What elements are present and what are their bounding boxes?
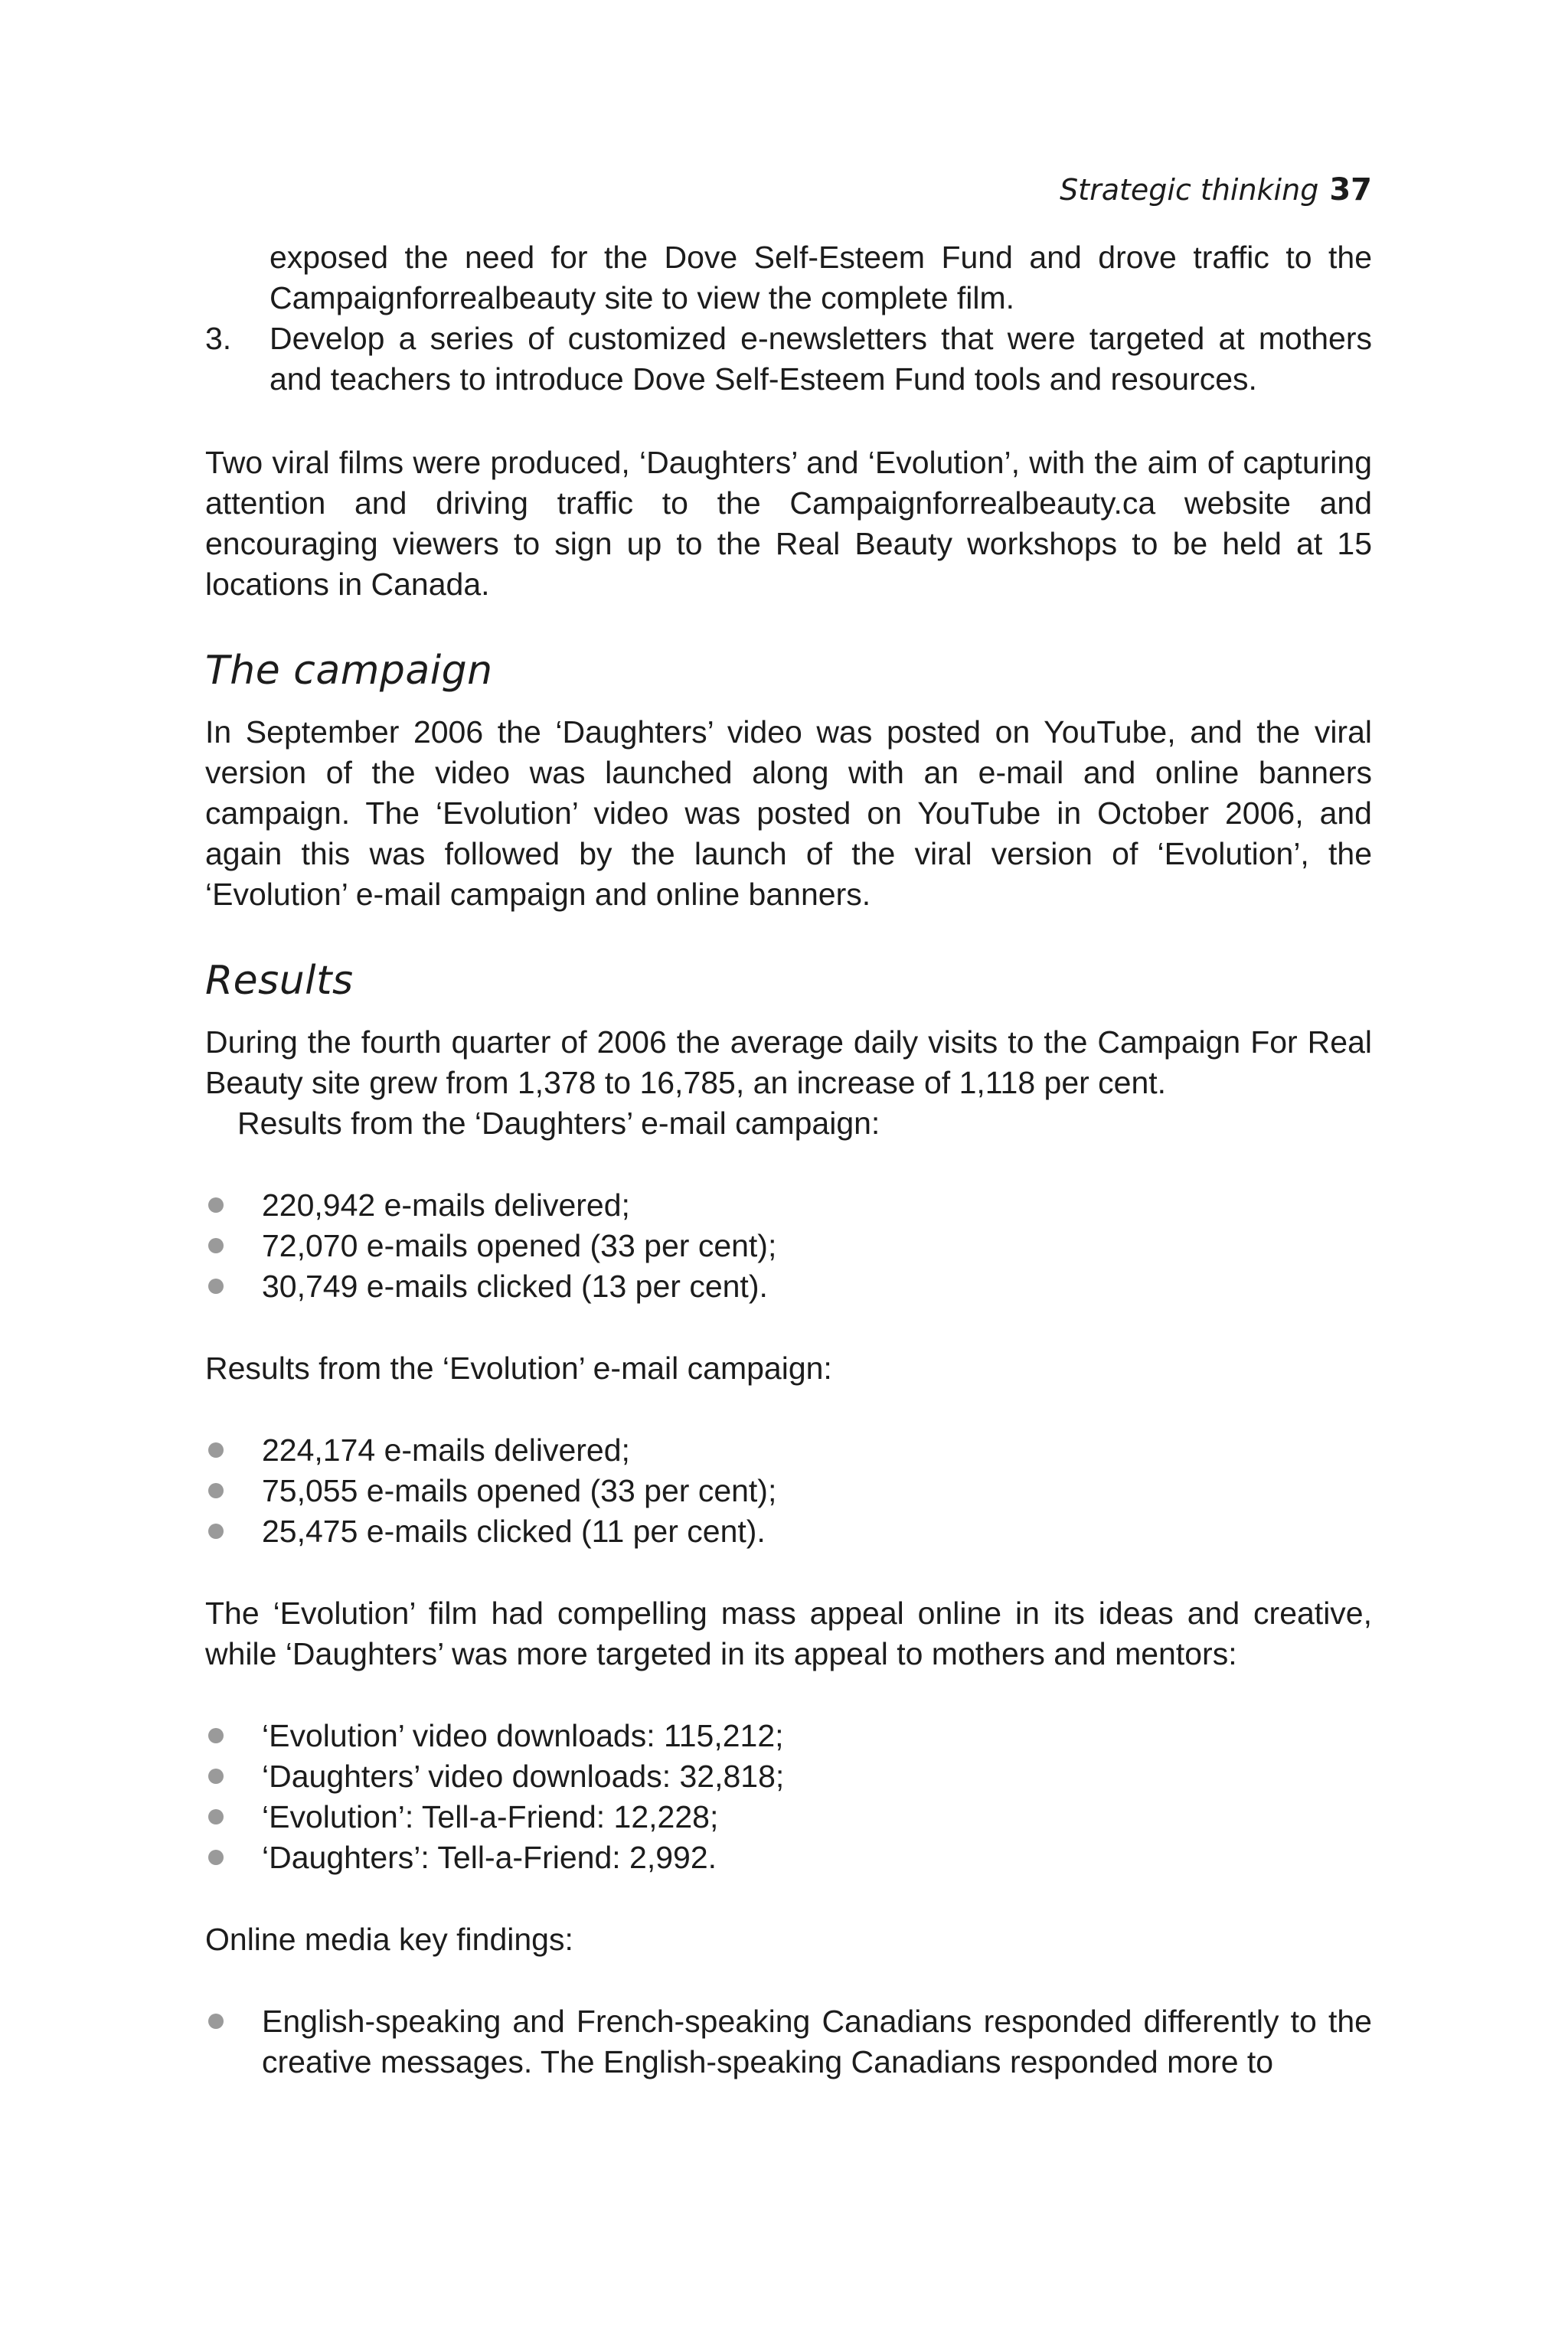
evolution-results-intro: Results from the ‘Evolution’ e-mail campaign:	[205, 1351, 832, 1386]
running-head	[205, 168, 1372, 211]
evolution-results-list	[205, 1430, 1372, 1552]
bullet-dot-icon	[208, 1769, 224, 1784]
list-item-continuation: exposed the need for the Dove Self-Esteem Fund and drove traffic to the Campaignforrealbeauty site to view the complete film.	[270, 240, 1372, 315]
list-item: 30,749 e-mails clicked (13 per cent).	[205, 1266, 1372, 1307]
numbered-list-item-3	[205, 318, 1372, 400]
list-item: 72,070 e-mails opened (33 per cent);	[205, 1226, 1372, 1266]
list-item: ‘Evolution’ video downloads: 115,212;	[205, 1716, 1372, 1756]
online-findings-list	[205, 2001, 1372, 2082]
paragraph-film-appeal: The ‘Evolution’ film had compelling mass appeal online in its ideas and creative, while ‘Daughters’ was more targeted in its appeal to mothers and mentors:	[205, 1596, 1372, 1671]
bullet-dot-icon	[208, 1809, 224, 1824]
paragraph-campaign: In September 2006 the ‘Daughters’ video was posted on YouTube, and the viral version of the video was launched along with an e-mail and online banners campaign. The ‘Evolution’ video was posted on YouTube in October 2006, and again this was followed by the launch of the viral version of ‘Evolution’, the ‘Evolution’ e-mail campaign and online banners.	[205, 714, 1372, 912]
bullet-dot-icon	[208, 1524, 224, 1539]
daughters-results-intro: Results from the ‘Daughters’ e-mail campaign:	[237, 1106, 880, 1141]
running-head-title: Strategic thinking	[1060, 173, 1319, 207]
list-item: ‘Daughters’: Tell-a-Friend: 2,992.	[205, 1838, 1372, 1878]
paragraph-viral-films: Two viral films were produced, ‘Daughters’ and ‘Evolution’, with the aim of capturing attention and driving traffic to the Campaignforrealbeauty.ca website and encouraging viewers to sign up to the Real Beauty workshops to be held at 15 locations in Canada.	[205, 445, 1372, 602]
list-number: 3.	[205, 321, 232, 356]
bullet-dot-icon	[208, 1238, 224, 1253]
bullet-dot-icon	[208, 1279, 224, 1294]
list-item: 75,055 e-mails opened (33 per cent);	[205, 1471, 1372, 1511]
list-item: 220,942 e-mails delivered;	[205, 1185, 1372, 1226]
online-findings-intro: Online media key findings:	[205, 1922, 573, 1957]
bullet-dot-icon	[208, 1728, 224, 1743]
bullet-dot-icon	[208, 1197, 224, 1213]
paragraph-results: During the fourth quarter of 2006 the average daily visits to the Campaign For Real Beauty site grew from 1,378 to 16,785, an increase of 1,118 per cent.	[205, 1024, 1372, 1100]
list-item: ‘Daughters’ video downloads: 32,818;	[205, 1756, 1372, 1797]
heading-results: Results	[205, 958, 354, 1004]
list-item: 224,174 e-mails delivered;	[205, 1430, 1372, 1471]
film-stats-list	[205, 1716, 1372, 1878]
bullet-dot-icon	[208, 2014, 224, 2029]
bullet-dot-icon	[208, 1483, 224, 1498]
list-item: 25,475 e-mails clicked (11 per cent).	[205, 1511, 1372, 1552]
bullet-dot-icon	[208, 1850, 224, 1865]
list-item-text: Develop a series of customized e-newsletters that were targeted at mothers and teachers to introduce Dove Self-Esteem Fund tools and resources.	[270, 321, 1372, 397]
list-item: English-speaking and French-speaking Canadians responded differently to the creative messages. The English-speaking Canadians responded more to	[205, 2001, 1372, 2082]
bullet-dot-icon	[208, 1442, 224, 1458]
heading-the-campaign: The campaign	[205, 648, 493, 694]
book-page	[205, 168, 1372, 2082]
page-number: 37	[1329, 172, 1372, 207]
daughters-results-list	[205, 1185, 1372, 1307]
list-item: ‘Evolution’: Tell-a-Friend: 12,228;	[205, 1797, 1372, 1838]
